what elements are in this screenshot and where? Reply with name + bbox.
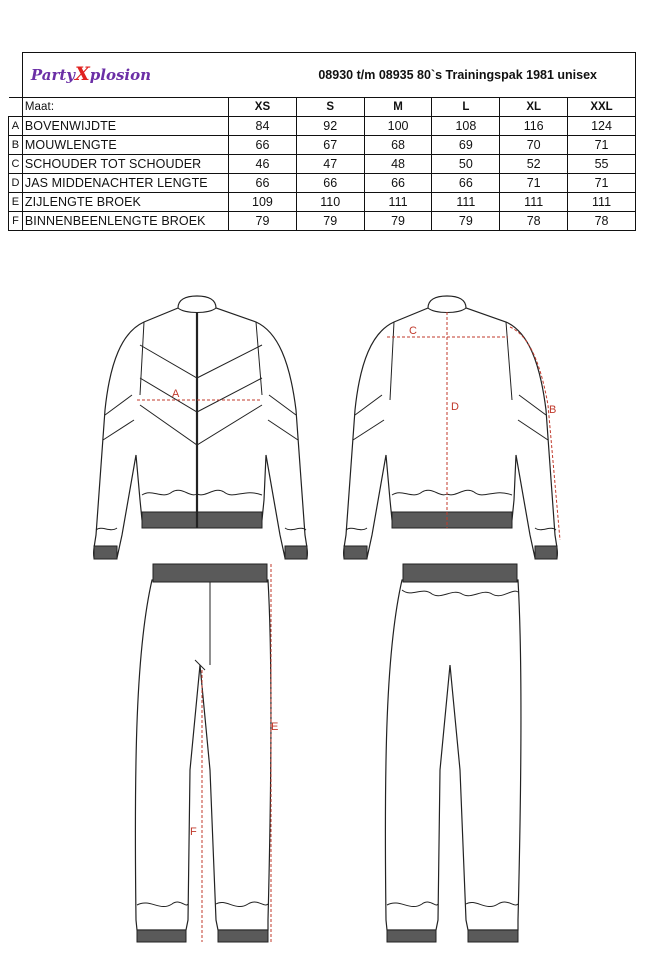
row-letter: E: [9, 193, 23, 212]
size-header: XXL: [568, 98, 636, 117]
table-cell: 111: [364, 193, 432, 212]
row-label: SCHOUDER TOT SCHOUDER: [22, 155, 228, 174]
table-cell: 68: [364, 136, 432, 155]
table-cell: 66: [229, 136, 297, 155]
table-cell: 66: [432, 174, 500, 193]
trousers-back-drawing: [385, 564, 521, 942]
table-cell: 46: [229, 155, 297, 174]
row-letter: D: [9, 174, 23, 193]
table-cell: 66: [364, 174, 432, 193]
measure-label-e: E: [271, 721, 279, 733]
table-cell: 52: [500, 155, 568, 174]
table-cell: 50: [432, 155, 500, 174]
table-cell: 48: [364, 155, 432, 174]
size-header: M: [364, 98, 432, 117]
table-cell: 79: [229, 212, 297, 231]
table-cell: 71: [568, 174, 636, 193]
table-cell: 67: [296, 136, 364, 155]
row-label: BINNENBEENLENGTE BROEK: [22, 212, 228, 231]
jacket-back-drawing: [344, 296, 560, 559]
table-cell: 71: [500, 174, 568, 193]
table-cell: 47: [296, 155, 364, 174]
table-cell: 69: [432, 136, 500, 155]
size-header: S: [296, 98, 364, 117]
row-label: MOUWLENGTE: [22, 136, 228, 155]
table-cell: 70: [500, 136, 568, 155]
table-cell: 100: [364, 117, 432, 136]
table-cell: 78: [568, 212, 636, 231]
row-letter: B: [9, 136, 23, 155]
table-cell: 71: [568, 136, 636, 155]
size-label: Maat:: [22, 98, 228, 117]
table-cell: 79: [296, 212, 364, 231]
table-cell: 111: [500, 193, 568, 212]
table-cell: 124: [568, 117, 636, 136]
table-cell: 79: [364, 212, 432, 231]
table-cell: 111: [432, 193, 500, 212]
row-letter: F: [9, 212, 23, 231]
trousers-front-drawing: [135, 564, 278, 942]
measure-label-b: B: [549, 404, 557, 416]
table-cell: 66: [296, 174, 364, 193]
table-cell: 66: [229, 174, 297, 193]
jacket-front-drawing: [94, 296, 308, 559]
table-cell: 111: [568, 193, 636, 212]
measure-label-c: C: [409, 325, 417, 337]
table-cell: 92: [296, 117, 364, 136]
row-label: JAS MIDDENACHTER LENGTE: [22, 174, 228, 193]
row-letter: C: [9, 155, 23, 174]
table-cell: 109: [229, 193, 297, 212]
table-cell: 116: [500, 117, 568, 136]
table-cell: 78: [500, 212, 568, 231]
table-cell: 108: [432, 117, 500, 136]
logo-text-icon: PartyXplosion: [30, 63, 152, 85]
row-label: BOVENWIJDTE: [22, 117, 228, 136]
table-cell: 110: [296, 193, 364, 212]
size-header: XL: [500, 98, 568, 117]
row-label: ZIJLENGTE BROEK: [22, 193, 228, 212]
page-title: 08930 t/m 08935 80`s Trainingspak 1981 unisex: [229, 53, 636, 98]
table-cell: 79: [432, 212, 500, 231]
measure-label-f: F: [190, 826, 197, 838]
measure-label-d: D: [451, 401, 459, 413]
size-header: XS: [229, 98, 297, 117]
table-cell: 55: [568, 155, 636, 174]
size-header: L: [432, 98, 500, 117]
measure-label-a: A: [172, 388, 180, 400]
row-letter: A: [9, 117, 23, 136]
table-cell: 84: [229, 117, 297, 136]
